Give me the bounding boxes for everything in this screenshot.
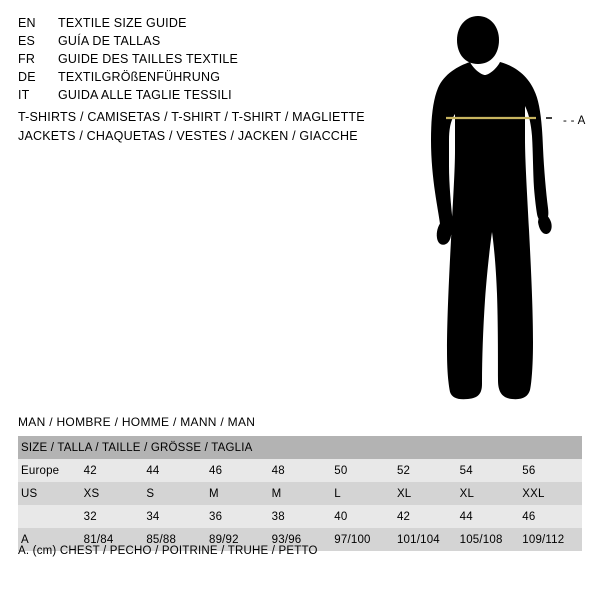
cell-value: 81/84 [81,528,144,551]
language-text: TEXTILE SIZE GUIDE [58,16,187,30]
language-row [18,88,348,106]
cell-value: XXL [519,482,582,505]
language-code: EN [18,16,36,30]
chest-measure-label: - - A [563,115,586,127]
cell-value: 56 [519,459,582,482]
cell-value: 48 [269,459,332,482]
language-row [18,52,348,70]
language-text: GUIDE DES TAILLES TEXTILE [58,52,239,66]
cell-value: 40 [331,505,394,528]
cell-value: L [331,482,394,505]
language-code: FR [18,52,36,66]
cell-value: XL [394,482,457,505]
cell-value: 42 [394,505,457,528]
language-legend [18,16,348,106]
cell-value: 97/100 [331,528,394,551]
language-code: IT [18,88,30,102]
cell-value: 44 [143,459,206,482]
table-row [18,482,582,505]
body-silhouette [400,10,600,400]
language-text: GUIDA ALLE TAGLIE TESSILI [58,88,232,102]
cell-value: 32 [81,505,144,528]
table-group-title: MAN / HOMBRE / HOMME / MANN / MAN [18,415,256,429]
cell-value: 89/92 [206,528,269,551]
language-code: ES [18,34,36,48]
table-row [18,505,582,528]
cell-value: 54 [457,459,520,482]
cell-value: 93/96 [269,528,332,551]
garment-categories [18,110,418,148]
language-code: DE [18,70,36,84]
measurement-footnote: A. (cm) CHEST / PECHO / POITRINE / TRUHE / PETTO [18,545,318,557]
row-label: A [18,528,81,551]
row-label [18,505,81,528]
table-header-label: SIZE / TALLA / TAILLE / GRÖSSE / TAGLIA [18,436,582,459]
language-text: GUÍA DE TALLAS [58,34,161,48]
cell-value: 109/112 [519,528,582,551]
language-row [18,34,348,52]
cell-value: 34 [143,505,206,528]
cell-value: 105/108 [457,528,520,551]
category-tshirts: T-SHIRTS / CAMISETAS / T-SHIRT / T-SHIRT / MAGLIETTE [18,110,365,124]
cell-value: 46 [206,459,269,482]
cell-value: 50 [331,459,394,482]
cell-value: 101/104 [394,528,457,551]
cell-value: 46 [519,505,582,528]
cell-value: 52 [394,459,457,482]
cell-value: 38 [269,505,332,528]
cell-value: 42 [81,459,144,482]
row-label: Europe [18,459,81,482]
cell-value: 36 [206,505,269,528]
row-label: US [18,482,81,505]
language-row [18,16,348,34]
cell-value: M [206,482,269,505]
cell-value: 44 [457,505,520,528]
category-jackets: JACKETS / CHAQUETAS / VESTES / JACKEN / GIACCHE [18,129,358,143]
table-header-row [18,436,582,459]
size-table [18,436,582,551]
cell-value: XL [457,482,520,505]
language-text: TEXTILGRÖßENFÜHRUNG [58,70,221,84]
silhouette-shape [431,16,552,399]
cell-value: M [269,482,332,505]
cell-value: 85/88 [143,528,206,551]
table-row [18,459,582,482]
silhouette-svg [400,10,600,400]
cell-value: XS [81,482,144,505]
language-row [18,70,348,88]
size-table-area [18,415,582,551]
cell-value: S [143,482,206,505]
